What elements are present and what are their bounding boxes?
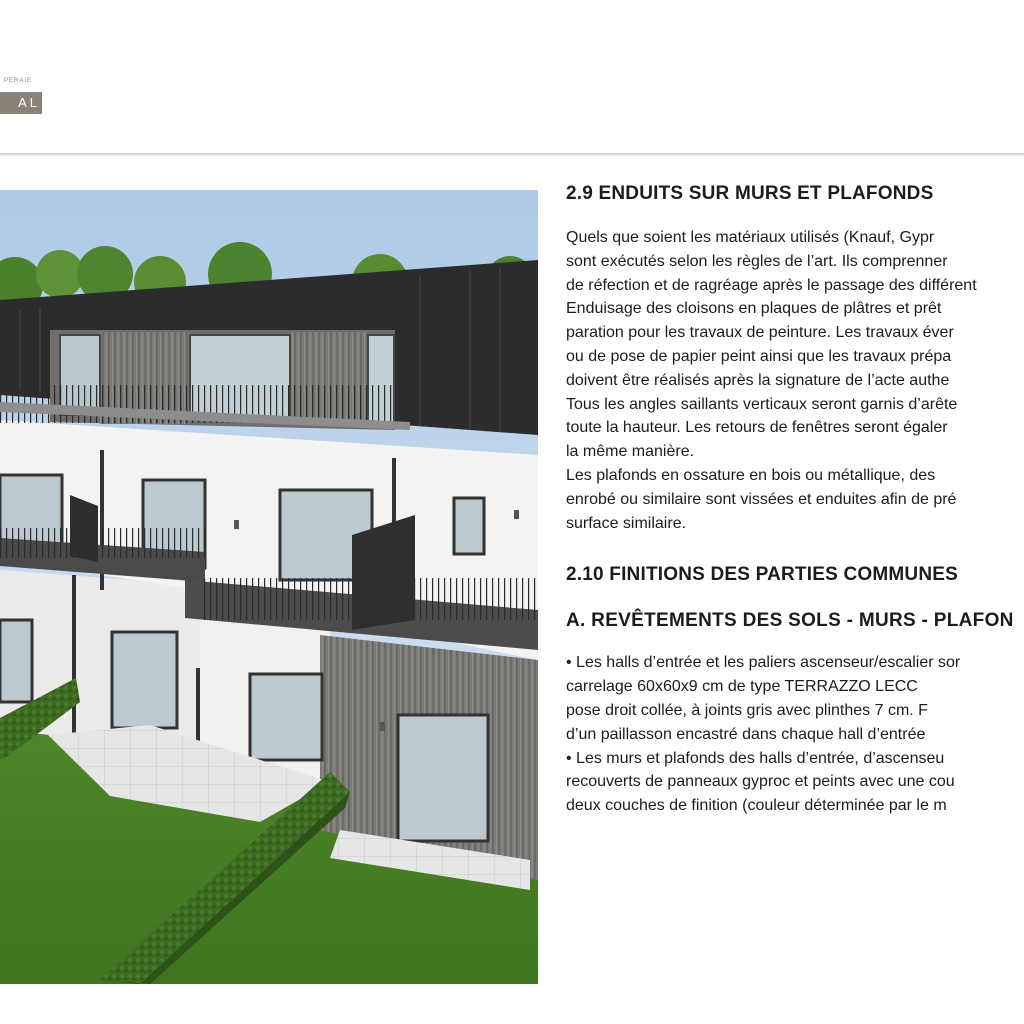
body-line: Les plafonds en ossature en bois ou métallique, des <box>566 466 936 484</box>
body-line: ou de pose de papier peint ainsi que les travaux prépa <box>566 347 952 365</box>
body-line: • Les halls d’entrée et les paliers ascenseur/escalier sor <box>566 654 961 672</box>
section-heading-finitions: 2.10 FINITIONS DES PARTIES COMMUNES <box>566 564 958 586</box>
body-line: de réfection et de ragréage après le passage des différent <box>566 276 977 294</box>
brand-name: AL <box>0 92 42 114</box>
spec-text-column <box>566 180 1024 818</box>
body-line: sont exécutés selon les règles de l’art. Ils comprenner <box>566 252 948 270</box>
body-line: enrobé ou similaire sont vissées et enduites afin de pré <box>566 490 957 508</box>
header-divider <box>0 153 1024 156</box>
body-line: d’un paillasson encastré dans chaque hall d’entrée <box>566 725 926 743</box>
body-line: recouverts de panneaux gyproc et peints avec une cou <box>566 773 955 791</box>
building-rendering <box>0 190 538 984</box>
brand-logo <box>0 76 44 124</box>
section-body-finitions <box>566 651 1024 818</box>
body-line: doivent être réalisés après la signature de l’acte authe <box>566 371 950 389</box>
body-line: deux couches de finition (couleur déterminée par le m <box>566 797 947 815</box>
body-line: Tous les angles saillants verticaux seront garnis d’arête <box>566 395 958 413</box>
body-line: surface similaire. <box>566 514 687 532</box>
body-line: Enduisage des cloisons en plaques de plâtres et prêt <box>566 300 942 318</box>
body-line: Quels que soient les matériaux utilisés (Knauf, Gypr <box>566 229 935 246</box>
section-body-enduits <box>566 226 1024 535</box>
body-line: pose droit collée, à joints gris avec plinthes 7 cm. F <box>566 701 928 719</box>
subsection-heading-revetements: A. REVÊTEMENTS DES SOLS - MURS - PLAFON <box>566 610 1014 632</box>
brand-tagline: PERAIE <box>4 78 33 84</box>
body-line: toute la hauteur. Les retours de fenêtres seront égaler <box>566 419 948 437</box>
body-line: carrelage 60x60x9 cm de type TERRAZZO LECC <box>566 678 918 696</box>
body-line: la même manière. <box>566 443 695 461</box>
section-heading-enduits: 2.9 ENDUITS SUR MURS ET PLAFONDS <box>566 183 934 204</box>
body-line: • Les murs et plafonds des halls d’entrée, d’ascenseu <box>566 749 945 767</box>
body-line: paration pour les travaux de peinture. Les travaux éver <box>566 324 954 342</box>
